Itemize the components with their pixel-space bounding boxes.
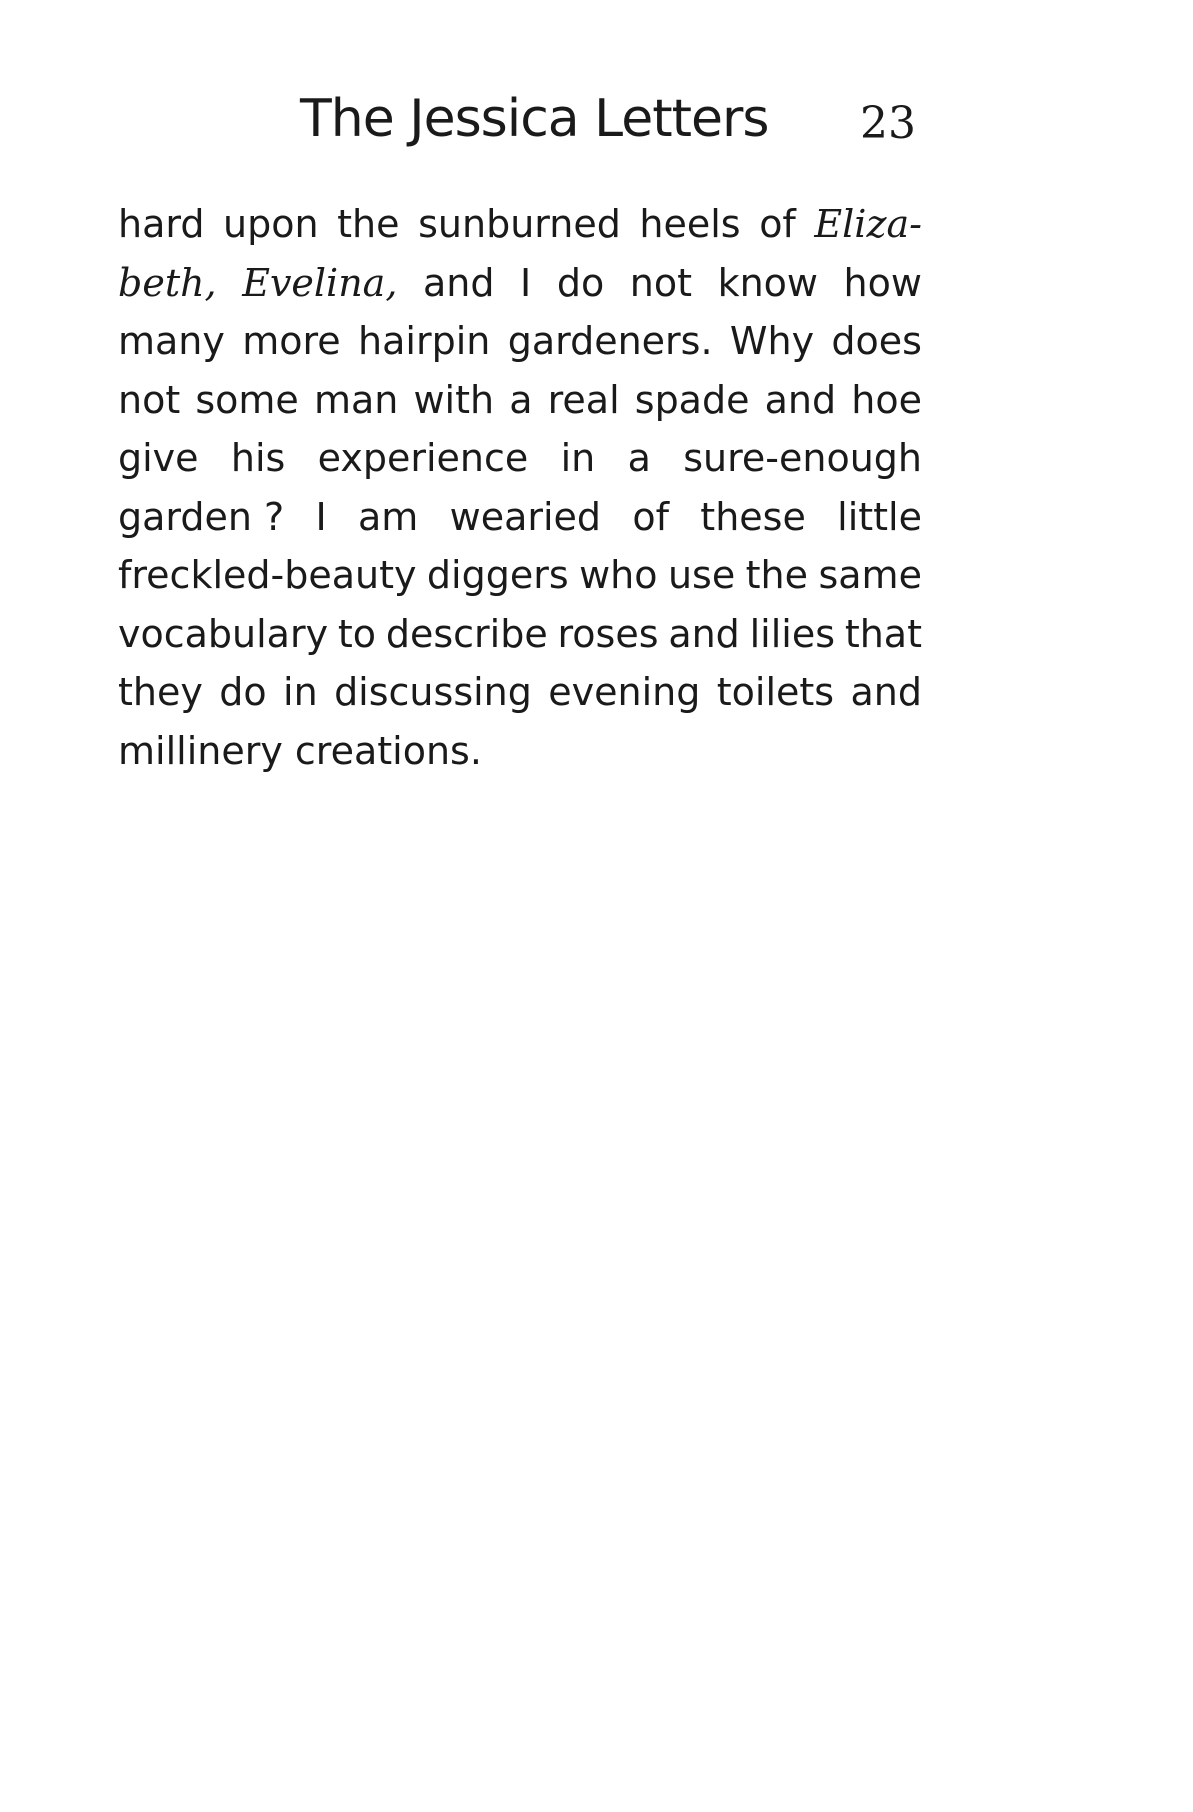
word: vocabulary [118,611,329,656]
running-head [0,86,1193,156]
word: am [358,494,419,539]
text-line [118,371,922,430]
word: I [520,260,532,305]
page-number: 23 [860,98,916,149]
running-title: The Jessica Letters [300,89,769,149]
word: in [560,436,596,480]
word: little [837,494,922,539]
word: real [547,377,620,422]
word: know [717,260,818,305]
word: hairpin [358,319,491,363]
word: with [413,377,495,422]
word: Why [729,319,815,363]
word: freckled-beauty [118,553,417,597]
word: and [422,260,495,305]
word: and [764,377,837,422]
text-line [118,722,922,781]
word: same [818,553,922,597]
text-line [118,663,922,722]
word: many [118,319,225,363]
word: does [831,319,922,363]
word: and [850,670,922,714]
word: some [195,377,299,422]
word: in [283,670,318,714]
text-line [118,429,922,488]
word: a [509,377,533,422]
word: not [629,260,692,305]
italic-word: beth, [118,260,217,305]
word: more [242,319,341,363]
word: hoe [851,377,922,422]
word: not [118,377,181,422]
word: they [118,670,203,714]
word: roses [557,611,659,656]
word: wearied [449,494,602,539]
text-line [118,546,922,605]
word: evening [548,670,701,714]
word: of [759,202,796,246]
word: experience [317,436,529,480]
text-line [118,312,922,371]
word: I [315,494,327,539]
word: the [745,553,809,597]
word: toilets [716,670,835,714]
word: who [579,553,658,597]
word: sunburned [418,202,621,246]
word: hard [118,202,205,246]
word: garden ? [118,494,285,539]
word: that [844,611,922,656]
word: his [230,436,286,480]
word: of [632,494,669,539]
word: diggers [426,553,569,597]
word: a [627,436,651,480]
word: to [337,611,377,656]
text-line [118,195,922,254]
word: discussing [334,670,532,714]
word: the [337,202,400,246]
italic-word: Eliza- [814,202,922,246]
word: upon [223,202,319,246]
word: do [219,670,267,714]
word: lilies [749,611,836,656]
word: how [843,260,922,305]
text-line [118,254,922,313]
word: do [556,260,605,305]
italic-word: Evelina, [242,260,398,305]
word: heels [639,202,741,246]
word: these [700,494,806,539]
text-line [118,488,922,547]
body-paragraph [118,195,922,780]
word: sure-enough [683,436,922,480]
word: millinery creations. [118,728,482,773]
word: man [313,377,399,422]
word: gardeners. [507,319,713,363]
word: use [667,553,736,597]
word: describe [385,611,548,656]
word: give [118,436,199,480]
word: and [668,611,740,656]
word: spade [634,377,750,422]
text-line [118,605,922,664]
